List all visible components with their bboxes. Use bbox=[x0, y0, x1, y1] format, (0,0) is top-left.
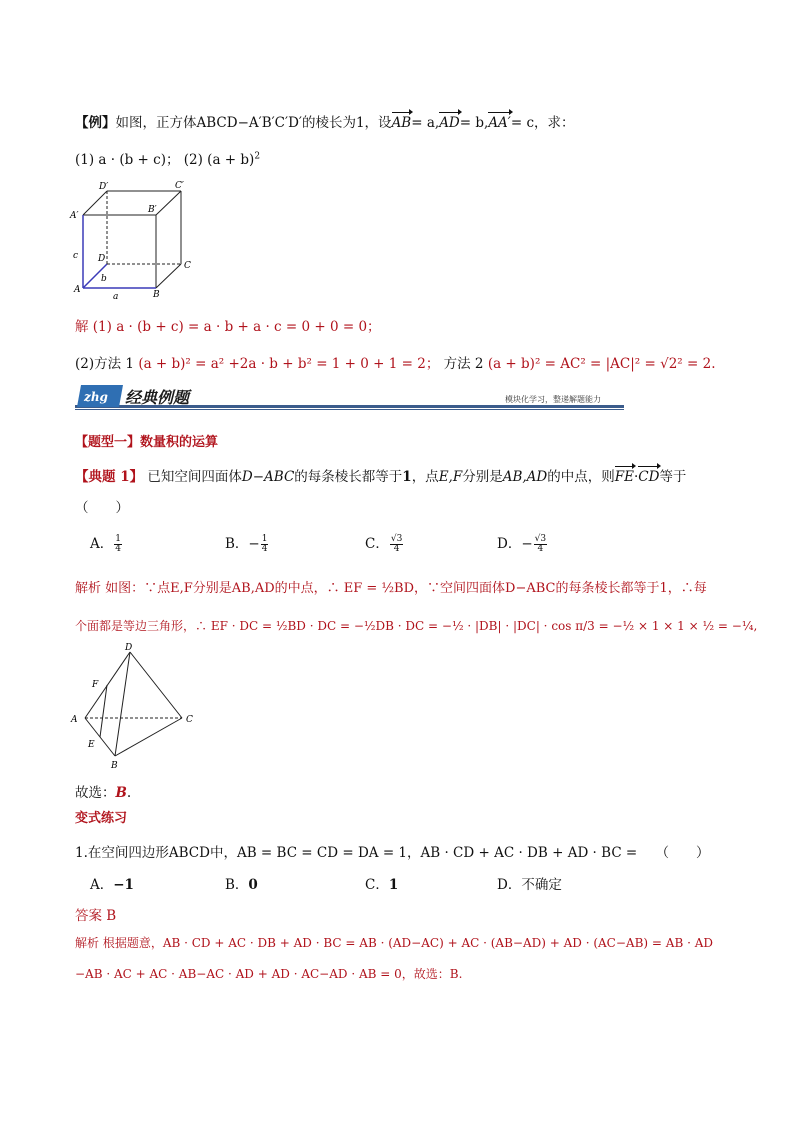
section-banner bbox=[75, 383, 624, 413]
option-a[interactable] bbox=[90, 532, 123, 554]
banner-title: 经典例题 bbox=[125, 388, 190, 407]
vertex-label: A′ bbox=[70, 211, 79, 221]
vertex-label: C′ bbox=[175, 181, 184, 191]
numerator: √3 bbox=[534, 534, 547, 544]
option-label: D． bbox=[497, 536, 522, 552]
dot: · bbox=[633, 469, 639, 485]
edge bbox=[115, 652, 130, 756]
vertex-label: D′ bbox=[99, 182, 109, 192]
denominator: 4 bbox=[115, 544, 121, 554]
text: 的每条棱长都等于 bbox=[294, 469, 403, 485]
vector-label: c bbox=[73, 251, 79, 261]
dianti1-paren: （ ） bbox=[75, 500, 129, 516]
question-2: (2) (a + b) bbox=[183, 152, 255, 168]
q2-exponent: 2 bbox=[254, 151, 261, 162]
option-label: A． bbox=[90, 877, 114, 893]
question-1: (1) a · (b + c)； bbox=[75, 152, 180, 168]
fraction bbox=[390, 535, 403, 554]
text: 的中点，则 bbox=[547, 469, 615, 485]
text: 等于 bbox=[659, 469, 687, 485]
practice-title: 变式练习 bbox=[75, 811, 128, 826]
vector-label: b bbox=[101, 274, 107, 284]
tetrahedron-figure bbox=[65, 640, 205, 770]
edge bbox=[156, 264, 181, 288]
answer-suffix: . bbox=[126, 785, 132, 801]
denominator: 4 bbox=[261, 544, 268, 554]
numerator: 1 bbox=[115, 534, 121, 544]
fraction bbox=[114, 535, 122, 554]
math: D−ABC bbox=[241, 469, 295, 485]
numerator: √3 bbox=[390, 534, 403, 544]
example-text: 如图，正方体ABCD−A′B′C′D′的棱长为1，设 bbox=[115, 115, 392, 131]
option-label: C． bbox=[365, 536, 389, 552]
cube-figure bbox=[65, 178, 205, 303]
question-text: 1.在空间四边形ABCD中，AB = BC = CD = DA = 1，AB · CD + AC · DB + AD · BC = bbox=[75, 845, 638, 861]
practice-option-c[interactable] bbox=[365, 873, 398, 893]
method2-label: 方法 2 bbox=[443, 356, 484, 372]
dianti1-analysis-1: 解析 如图：∵点E,F分别是AB,AD的中点，∴ EF = ½BD，∵空间四面体D−ABC的每条棱长都等于1，∴每 bbox=[75, 581, 707, 596]
banner-slogan: 模块化学习，整递解题能力 bbox=[505, 395, 601, 404]
dianti1-answer bbox=[75, 781, 131, 801]
practice-analysis-2: −AB · AC + AC · AB−AC · AD + AD · AC−AD · AB = 0，故选：B. bbox=[75, 967, 463, 981]
banner-graphic bbox=[75, 383, 624, 413]
example-solution-2 bbox=[75, 352, 716, 372]
denominator: 4 bbox=[393, 544, 400, 554]
segment-ef bbox=[100, 685, 107, 737]
practice-option-b[interactable] bbox=[225, 873, 258, 893]
numerator: 1 bbox=[261, 534, 268, 544]
example-questions bbox=[75, 148, 260, 168]
vector-ab: AB bbox=[392, 110, 412, 131]
vertex-label: C bbox=[184, 261, 191, 271]
option-sign: − bbox=[521, 536, 533, 552]
option-label: B． bbox=[225, 536, 249, 552]
dianti1-analysis-2: 个面都是等边三角形，∴ EF · DC = ½BD · DC = −½DB · DC = −½ · |DB| · |DC| · cos π/3 = −½ × 1 × 1 × ½ = −¼, bbox=[75, 619, 758, 633]
denominator: 4 bbox=[537, 544, 544, 554]
edge bbox=[156, 191, 181, 215]
vertex-label: A bbox=[71, 715, 78, 725]
vertex-label: B bbox=[153, 290, 160, 300]
math: E,F bbox=[438, 469, 463, 485]
text: 已知空间四面体 bbox=[147, 469, 242, 485]
text: 分别是 bbox=[462, 469, 503, 485]
practice-answer: 答案 B bbox=[75, 908, 117, 924]
vector-ad: AD bbox=[439, 110, 460, 131]
vertex-label: D bbox=[125, 643, 133, 653]
option-d[interactable] bbox=[497, 532, 548, 554]
option-text: 不确定 bbox=[521, 877, 562, 893]
option-sign: − bbox=[248, 536, 260, 552]
vector-label: a bbox=[113, 292, 119, 302]
option-label: D． bbox=[497, 877, 522, 893]
vector-aa: AA′ bbox=[488, 110, 511, 131]
option-label: C． bbox=[365, 877, 389, 893]
practice-option-d[interactable] bbox=[497, 873, 562, 893]
vector-fe: FE bbox=[615, 464, 634, 485]
vector-cd: CD bbox=[638, 464, 659, 485]
method1-formula: (a + b)² = a² +2a · b + b² = 1 + 0 + 1 = 2； bbox=[138, 356, 440, 372]
vertex-label: A bbox=[74, 285, 81, 295]
vertex-label: B′ bbox=[148, 205, 157, 215]
eq-c: = c，求： bbox=[510, 115, 575, 131]
vertex-label: B bbox=[111, 761, 118, 770]
edge bbox=[130, 652, 182, 718]
section-title: 【题型一】数量积的运算 bbox=[75, 435, 219, 450]
answer-value: B bbox=[115, 785, 127, 801]
fraction bbox=[261, 535, 269, 554]
math: AB,AD bbox=[502, 469, 548, 485]
answer-prefix: 故选： bbox=[75, 785, 116, 801]
option-label: B． bbox=[225, 877, 249, 893]
method2-formula: (a + b)² = AC² = |AC|² = √2² = 2. bbox=[487, 356, 716, 372]
option-text: 1 bbox=[388, 877, 399, 893]
option-c[interactable] bbox=[365, 532, 404, 554]
eq-a: = a, bbox=[411, 115, 440, 131]
example-statement bbox=[75, 110, 575, 131]
vertex-label: E bbox=[88, 740, 95, 750]
edge bbox=[83, 191, 107, 215]
example-tag: 【例】 bbox=[75, 115, 116, 131]
eq-b: = b, bbox=[459, 115, 489, 131]
practice-option-a[interactable] bbox=[90, 873, 134, 893]
option-text: −1 bbox=[113, 877, 134, 893]
practice-question bbox=[75, 841, 710, 861]
method1-label: (2)方法 1 bbox=[75, 356, 135, 372]
math: 1 bbox=[402, 469, 412, 485]
dianti1-tag: 【典题 1】 bbox=[75, 469, 144, 485]
vertex-label: D bbox=[98, 254, 106, 264]
edge bbox=[115, 718, 182, 756]
fraction bbox=[534, 535, 547, 554]
practice-analysis-1: 解析 根据题意，AB · CD + AC · DB + AD · BC = AB · (AD−AC) + AC · (AB−AD) + AD · (AC−AB) = AB · AD bbox=[75, 936, 713, 950]
option-b[interactable] bbox=[225, 532, 269, 554]
example-solution-1: 解 (1) a · (b + c) = a · b + a · c = 0 + 0 = 0； bbox=[75, 319, 381, 335]
text: ，点 bbox=[411, 469, 439, 485]
vertex-label: F bbox=[92, 680, 99, 690]
vertex-label: C bbox=[186, 715, 193, 725]
option-text: 0 bbox=[248, 877, 258, 893]
logo-text: zhg bbox=[84, 390, 108, 404]
banner-rule bbox=[75, 409, 624, 410]
dianti1-statement bbox=[75, 464, 686, 485]
option-label: A． bbox=[90, 536, 114, 552]
question-paren: （ ） bbox=[655, 845, 710, 861]
